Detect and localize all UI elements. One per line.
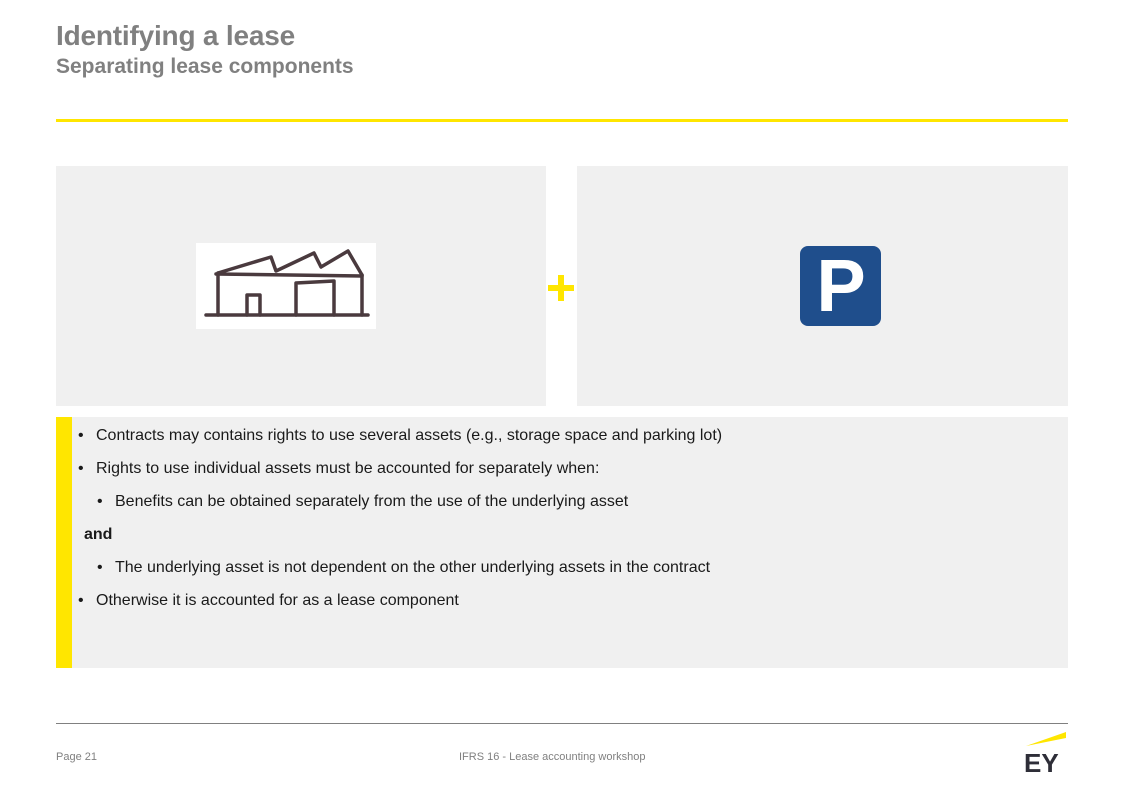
list-item bbox=[78, 592, 459, 610]
building-sketch-icon bbox=[196, 243, 376, 329]
illustration-panel-right bbox=[577, 166, 1068, 406]
bullet-glyph: • bbox=[78, 592, 84, 609]
plus-icon bbox=[546, 269, 577, 307]
bullet-glyph: • bbox=[78, 460, 84, 477]
list-item bbox=[78, 460, 599, 478]
bullet-text: Contracts may contains rights to use several assets (e.g., storage space and parking lot) bbox=[96, 427, 723, 444]
slide-subtitle: Separating lease components bbox=[56, 55, 354, 78]
title-divider bbox=[56, 119, 1068, 122]
page-number: Page 21 bbox=[56, 751, 97, 763]
accent-bar bbox=[56, 417, 72, 668]
bullet-glyph: • bbox=[97, 559, 103, 576]
footer-caption: IFRS 16 - Lease accounting workshop bbox=[459, 751, 646, 763]
list-item bbox=[78, 427, 722, 445]
parking-letter: P bbox=[815, 253, 866, 319]
bullet-text: Benefits can be obtained separately from the use of the underlying asset bbox=[115, 493, 629, 510]
footer-divider bbox=[56, 723, 1068, 724]
illustration-panel-left bbox=[56, 166, 546, 406]
ey-logo-icon bbox=[1022, 730, 1068, 774]
bullet-glyph: • bbox=[97, 493, 103, 510]
bullet-text: Rights to use individual assets must be accounted for separately when: bbox=[96, 460, 600, 477]
slide-title: Identifying a lease bbox=[56, 20, 295, 51]
parking-sign-icon bbox=[800, 246, 881, 326]
list-item bbox=[97, 559, 710, 577]
bullet-text: Otherwise it is accounted for as a lease component bbox=[96, 592, 459, 609]
bullet-text: and bbox=[84, 526, 113, 543]
list-item bbox=[97, 493, 628, 511]
conjunction-text bbox=[84, 526, 112, 544]
ey-logo-text: EY bbox=[1024, 748, 1059, 774]
content-box bbox=[56, 417, 1068, 668]
bullet-glyph: • bbox=[78, 427, 84, 444]
bullet-text: The underlying asset is not dependent on the other underlying assets in the contract bbox=[115, 559, 711, 576]
